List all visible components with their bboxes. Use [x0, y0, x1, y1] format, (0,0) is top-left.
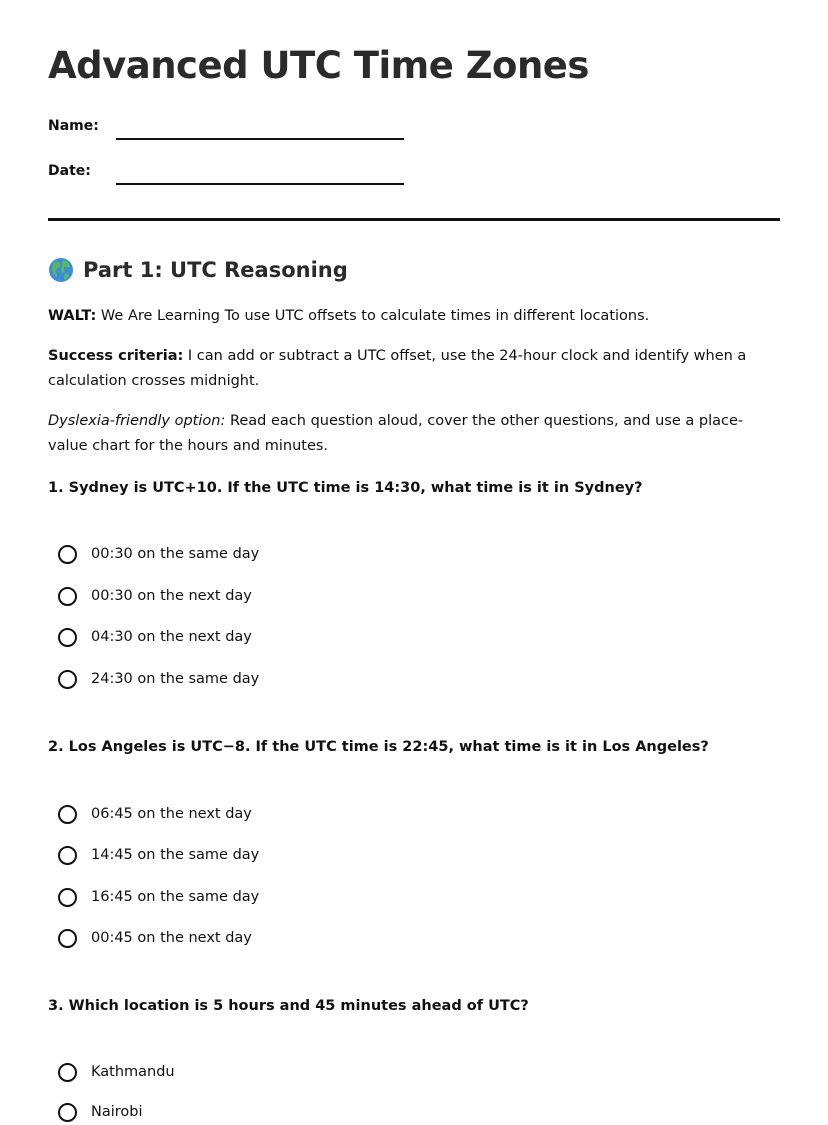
- walt-label: WALT:: [48, 308, 97, 324]
- radio-button[interactable]: [58, 670, 77, 689]
- question-3-option-1[interactable]: [58, 1059, 175, 1085]
- success-criteria-text: I can add or subtract a UTC offset, use the 24-hour clock and identify when a calculation crosses midnight.: [48, 348, 747, 389]
- section-divider: [48, 218, 780, 221]
- radio-button[interactable]: [58, 1063, 77, 1082]
- success-criteria-label: Success criteria:: [48, 348, 184, 364]
- radio-button[interactable]: [58, 805, 77, 824]
- question-1: 1. Sydney is UTC+10. If the UTC time is 14:30, what time is it in Sydney?: [48, 480, 643, 496]
- name-field: [48, 118, 408, 142]
- option-label: Nairobi: [91, 1104, 143, 1120]
- radio-button[interactable]: [58, 846, 77, 865]
- radio-button[interactable]: [58, 545, 77, 564]
- radio-button[interactable]: [58, 1103, 77, 1122]
- globe-icon: [48, 257, 74, 283]
- option-label: 14:45 on the same day: [91, 847, 260, 863]
- question-1-option-3[interactable]: [58, 624, 252, 650]
- dyslexia-option-text: Read each question aloud, cover the other questions, and use a place-value chart for the hours and minutes.: [48, 413, 744, 454]
- radio-button[interactable]: [58, 587, 77, 606]
- option-label: 00:45 on the next day: [91, 930, 252, 946]
- question-2-option-2[interactable]: [58, 842, 259, 868]
- question-2-option-1[interactable]: [58, 801, 252, 827]
- question-2-option-3[interactable]: [58, 884, 259, 910]
- option-label: 00:30 on the same day: [91, 546, 260, 562]
- walt-paragraph: [48, 304, 780, 329]
- date-field: [48, 163, 408, 187]
- part-1-heading-text: Part 1: UTC Reasoning: [83, 258, 348, 282]
- part-1-heading: [48, 257, 348, 283]
- question-1-option-1[interactable]: [58, 541, 259, 567]
- name-input-line[interactable]: [116, 138, 404, 140]
- question-1-option-2[interactable]: [58, 583, 252, 609]
- walt-text: We Are Learning To use UTC offsets to calculate times in different locations.: [96, 308, 650, 324]
- option-label: 06:45 on the next day: [91, 806, 252, 822]
- question-1-option-4[interactable]: [58, 666, 259, 692]
- success-criteria-paragraph: [48, 344, 780, 394]
- dyslexia-option-label: Dyslexia-friendly option:: [48, 413, 226, 429]
- question-2-option-4[interactable]: [58, 925, 252, 951]
- question-3-option-2[interactable]: [58, 1099, 143, 1125]
- name-label: Name:: [48, 118, 99, 134]
- option-label: Kathmandu: [91, 1064, 175, 1080]
- page-title: Advanced UTC Time Zones: [48, 44, 589, 87]
- radio-button[interactable]: [58, 929, 77, 948]
- option-label: 04:30 on the next day: [91, 629, 252, 645]
- question-2: 2. Los Angeles is UTC−8. If the UTC time is 22:45, what time is it in Los Angeles?: [48, 739, 709, 755]
- option-label: 24:30 on the same day: [91, 671, 260, 687]
- radio-button[interactable]: [58, 888, 77, 907]
- date-input-line[interactable]: [116, 183, 404, 185]
- question-3: 3. Which location is 5 hours and 45 minutes ahead of UTC?: [48, 998, 529, 1014]
- date-label: Date:: [48, 163, 91, 179]
- option-label: 16:45 on the same day: [91, 889, 260, 905]
- radio-button[interactable]: [58, 628, 77, 647]
- option-label: 00:30 on the next day: [91, 588, 252, 604]
- dyslexia-option-paragraph: [48, 409, 780, 459]
